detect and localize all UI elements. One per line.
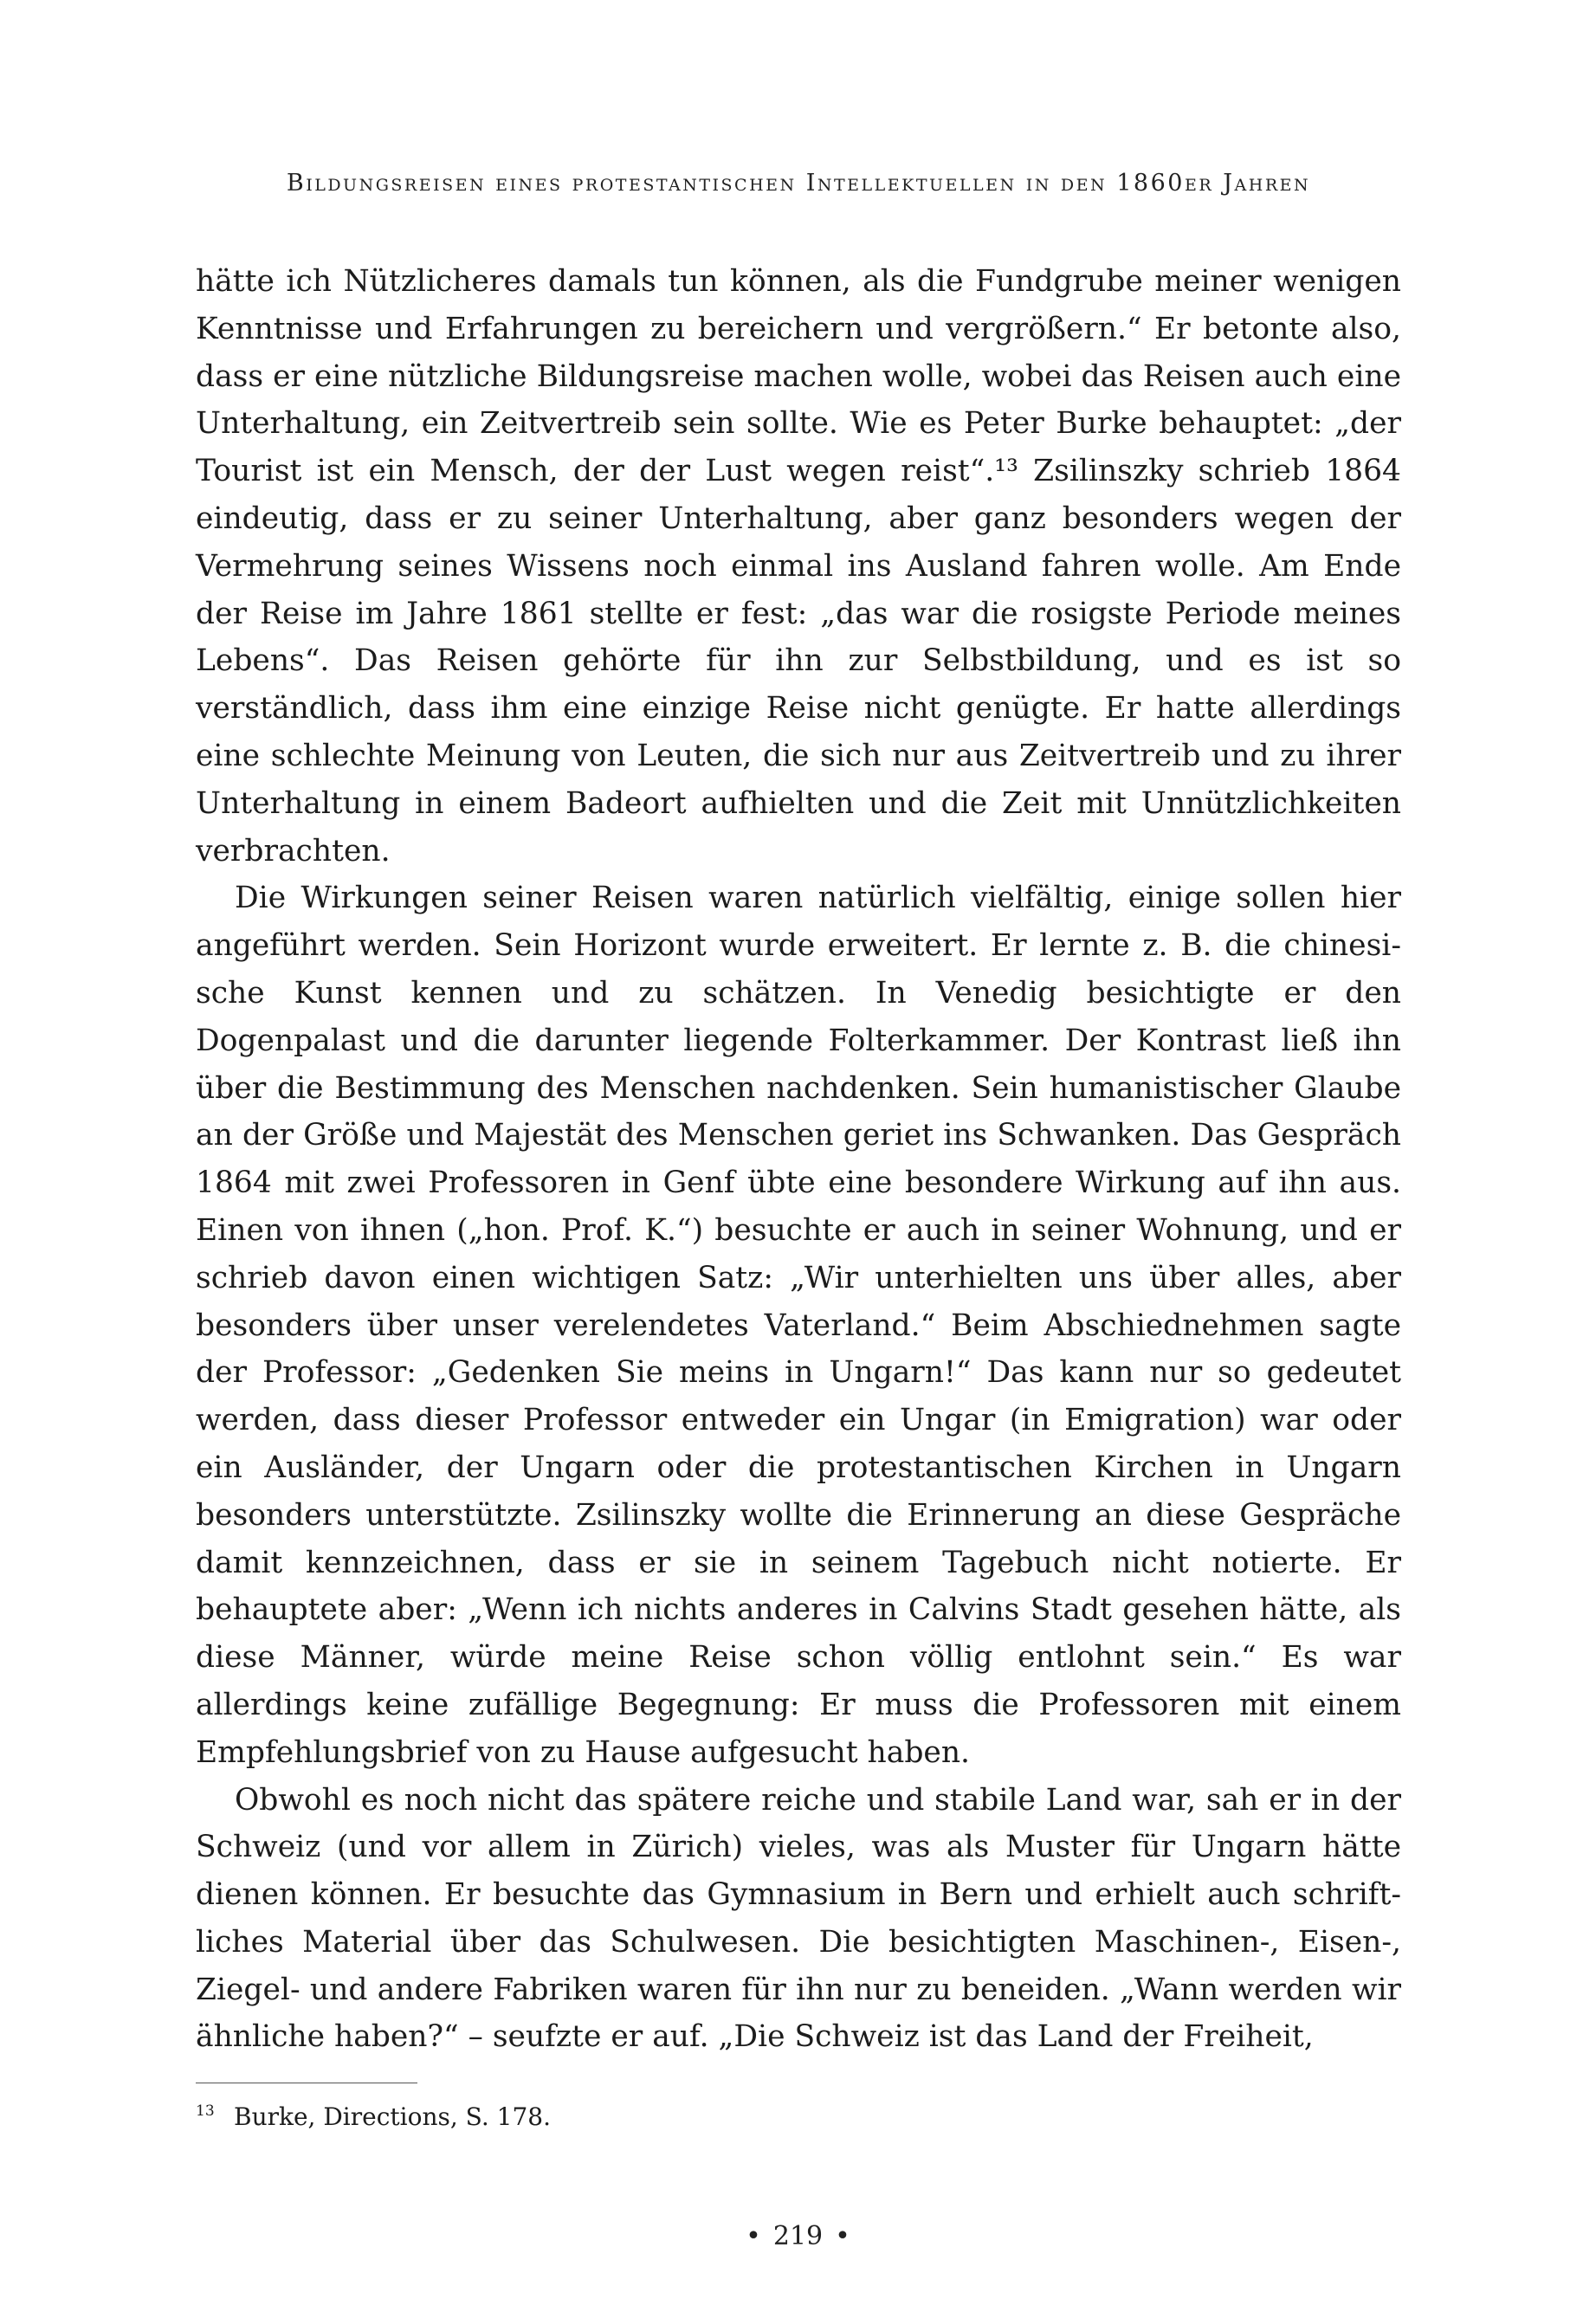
body-text — [196, 258, 1401, 2061]
paragraph-2: Die Wirkungen seiner Reisen waren natürlich vielfältig, einige sollen hier angeführt werden. Sein Horizont wurde erweitert. Er lernte z. B. die chinesische Kunst kennen und zu schätzen. In Venedig besichtigte er den Dogenpalast und die darunter liegende Folterkammer. Der Kontrast ließ ihn über die Bestimmung des Menschen nachdenken. Sein humanistischer Glaube an der Größe und Majestät des Menschen geriet ins Schwanken. Das Gespräch 1864 mit zwei Professoren in Genf übte eine besondere Wirkung auf ihn aus. Einen von ihnen („hon. Prof. K.“) besuchte er auch in seiner Wohnung, und er schrieb davon einen wichtigen Satz: „Wir unterhielten uns über alles, aber besonders über unser verelendetes Vaterland.“ Beim Abschiednehmen sagte der Professor: „Gedenken Sie meins in Ungarn!“ Das kann nur so gedeutet werden, dass dieser Professor entweder ein Ungar (in Emigration) war oder ein Ausländer, der Ungarn oder die protestantischen Kirchen in Ungarn besonders unterstützte. Zsilinszky wollte die Erinnerung an diese Gespräche damit kennzeichnen, dass er sie in seinem Tagebuch nicht notierte. Er behauptete aber: „Wenn ich nichts anderes in Calvins Stadt gesehen hätte, als diese Männer, würde meine Reise schon völlig entlohnt sein.“ Es war allerdings keine zufällige Begegnung: Er muss die Professoren mit einem Empfehlungsbrief von zu Hause aufgesucht haben. — [196, 881, 1401, 1770]
footnote — [196, 2094, 1401, 2134]
paragraph-3: Obwohl es noch nicht das spätere reiche und stabile Land war, sah er in der Schweiz (und vor allem in Zürich) vieles, was als Muster für Ungarn hätte dienen können. Er besuchte das Gymnasium in Bern und erhielt auch schriftliches Material über das Schulwesen. Die besichtigten Maschinen-, Eisen-, Ziegel- und andere Fabriken waren für ihn nur zu beneiden. „Wann werden wir ähnliche haben?“ – seufzte er auf. „Die Schweiz ist das Land der Freiheit, — [196, 1782, 1401, 2055]
page-number — [0, 2221, 1596, 2251]
bullet-right: • — [835, 2221, 850, 2251]
footnote-text: Burke, Directions, S. 178. — [234, 2102, 551, 2131]
page-number-value: 219 — [772, 2221, 824, 2251]
bullet-left: • — [746, 2221, 761, 2251]
paragraph-1: hätte ich Nützlicheres damals tun können, als die Fundgrube meiner wenigen Kenntnisse und Erfahrungen zu bereichern und vergrößern.“ Er betonte also, dass er eine nützliche Bildungsreise machen wolle, wobei das Reisen auch eine Unterhaltung, ein Zeitvertreib sein sollte. Wie es Peter Burke behauptet: „der Tourist ist ein Mensch, der der Lust wegen reist“.¹³ Zsilinszky schrieb 1864 eindeutig, dass er zu seiner Unterhaltung, aber ganz besonders wegen der Vermehrung seines Wissens noch einmal ins Ausland fahren wolle. Am Ende der Reise im Jahre 1861 stellte er fest: „das war die rosigste Periode meines Lebens“. Das Reisen gehörte für ihn zur Selbstbildung, und es ist so verständlich, dass ihm eine einzige Reise nicht genügte. Er hatte allerdings eine schlechte Meinung von Leuten, die sich nur aus Zeitvertreib und zu ihrer Unterhaltung in einem Badeort aufhielten und die Zeit mit Unnützlichkeiten verbrachten. — [196, 264, 1401, 869]
running-header: Bildungsreisen eines protestantischen Intellektuellen in den 1860er Jahren — [286, 170, 1311, 197]
footnote-number: 13 — [196, 2102, 215, 2120]
